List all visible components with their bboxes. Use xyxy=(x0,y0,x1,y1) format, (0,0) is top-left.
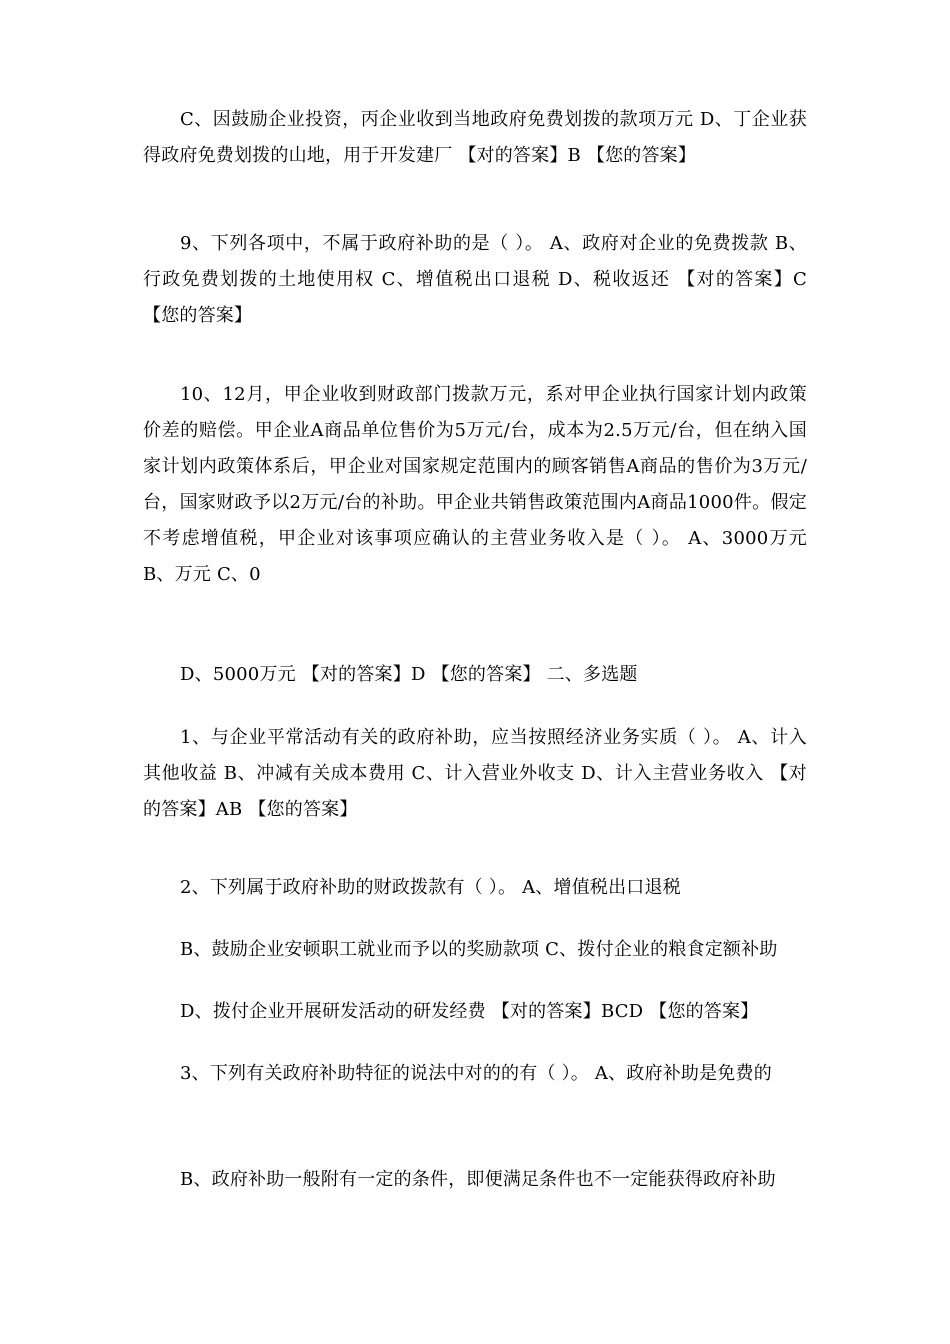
paragraph-mq2-answer: D、拨付企业开展研发活动的研发经费 【对的答案】BCD 【您的答案】 xyxy=(180,1001,759,1022)
paragraph-mq2-options: B、鼓励企业安顿职工就业而予以的奖励款项 C、拨付企业的粮食定额补助 xyxy=(180,939,778,960)
paragraph-mq1: 1、与企业平常活动有关的政府补助，应当按照经济业务实质（ ）。 A、计入其他收益 B、冲减有关成本费用 C、计入营业外收支 D、计入主营业务收入 【对的答案】AB 【您的答案】 xyxy=(143,727,807,820)
paragraph-mq3-option-b: B、政府补助一般附有一定的条件，即便满足条件也不一定能获得政府补助 xyxy=(180,1169,776,1190)
paragraph-q10: 10、12月，甲企业收到财政部门拨款万元，系对甲企业执行国家计划内政策价差的赔偿。甲企业A商品单位售价为5万元/台，成本为2.5万元/台，但在纳入国家计划内政策体系后，甲企业对国家规定范围内的顾客销售A商品的售价为3万元/台，国家财政予以2万元/台的补助。甲企业共销售政策范围内A商品1000件。假定不考虑增值税，甲企业对该事项应确认的主营业务收入是（ ）。 A、3000万元 B、万元 C、0 xyxy=(143,384,807,585)
paragraph-q10-answer: D、5000万元 【对的答案】D 【您的答案】 二、多选题 xyxy=(180,664,638,685)
paragraph-q9: 9、下列各项中，不属于政府补助的是（ ）。 A、政府对企业的免费拨款 B、行政免费划拨的土地使用权 C、增值税出口退税 D、税收返还 【对的答案】C 【您的答案】 xyxy=(143,233,807,326)
paragraph-q8-options: C、因鼓励企业投资，丙企业收到当地政府免费划拨的款项万元 D、丁企业获得政府免费划拨的山地，用于开发建厂 【对的答案】B 【您的答案】 xyxy=(143,109,807,166)
paragraph-mq2: 2、下列属于政府补助的财政拨款有（ ）。 A、增值税出口退税 xyxy=(180,877,681,898)
paragraph-mq3: 3、下列有关政府补助特征的说法中对的的有（ ）。 A、政府补助是免费的 xyxy=(180,1063,772,1084)
